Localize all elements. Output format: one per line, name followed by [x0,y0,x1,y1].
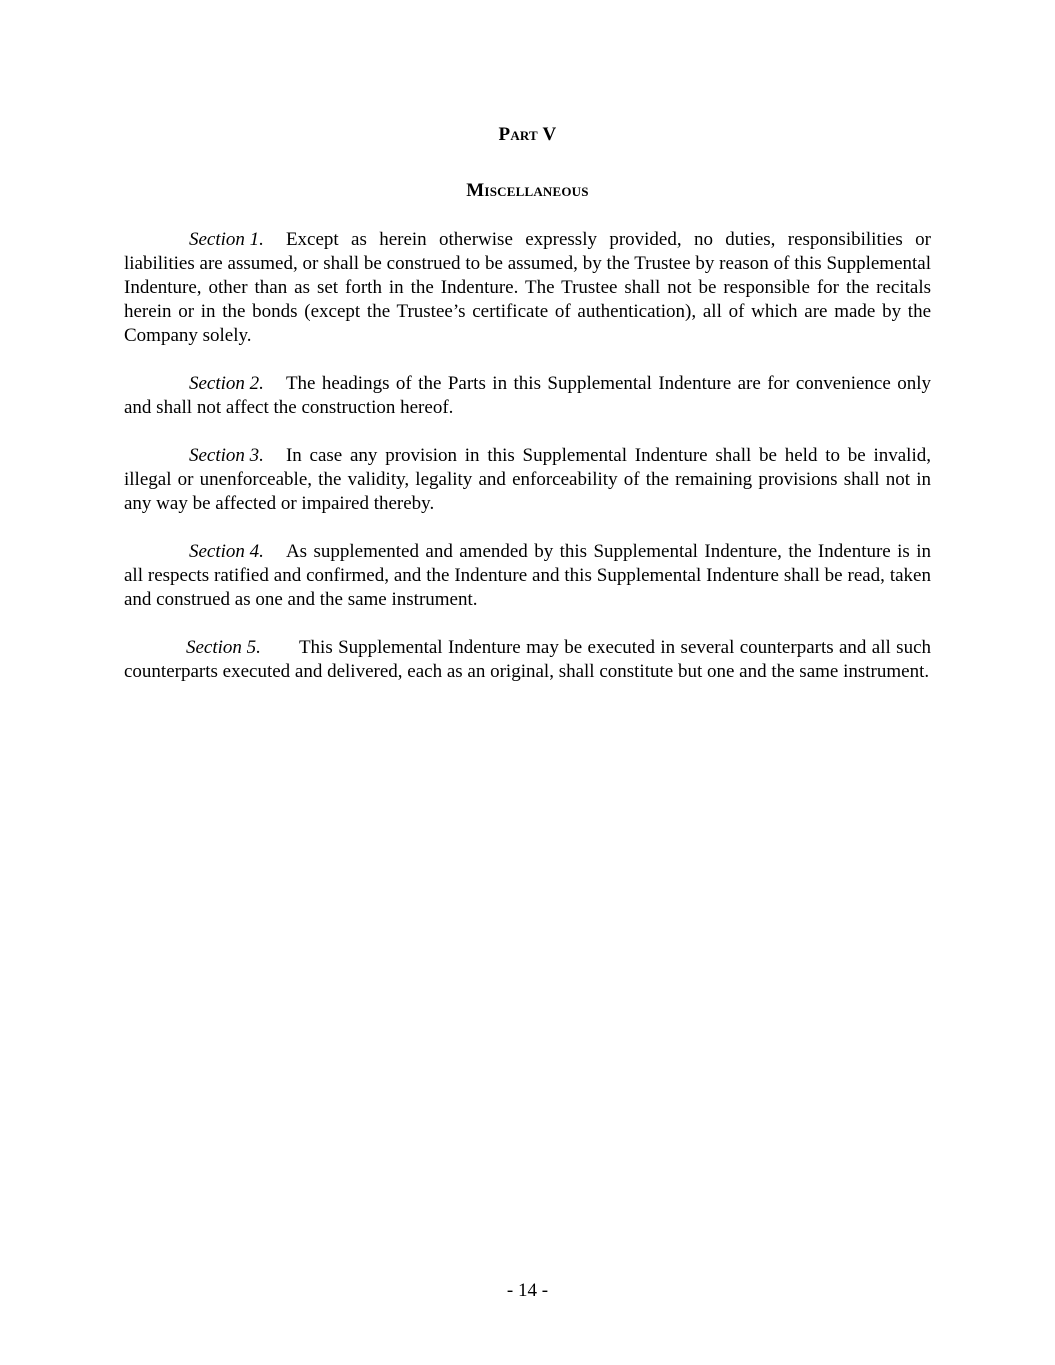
section-label: Section 2. [189,373,264,394]
section-label: Section 5. [186,637,261,658]
section-2 [124,372,931,420]
section-label: Section 1. [189,229,264,250]
section-text: As supplemented and amended by this Supplemental Indenture, the Indenture is in all respects ratified and confirmed, and the Indenture and this Supplemental Indenture shall be read, taken and construed as one and the same instrument. [124,541,931,610]
document-body [124,228,931,708]
section-4 [124,540,931,612]
section-1 [124,228,931,348]
section-5 [124,636,931,684]
section-text: Except as herein otherwise expressly provided, no duties, responsibilities or liabilities are assumed, or shall be construed to be assumed, by the Trustee by reason of this Supplemental Indenture, other than as set forth in the Indenture. The Trustee shall not be responsible for the recitals herein or in the bonds (except the Trustee’s certificate of authentication), all of which are made by the Company solely. [124,229,931,346]
section-label: Section 4. [189,541,264,562]
section-text: The headings of the Parts in this Supplemental Indenture are for convenience only and shall not affect the construction hereof. [124,373,931,418]
section-3 [124,444,931,516]
page-number: - 14 - [506,1280,549,1301]
section-text: In case any provision in this Supplemental Indenture shall be held to be invalid, illegal or unenforceable, the validity, legality and enforceability of the remaining provisions shall not in any way be affected or impaired thereby. [124,445,931,514]
part-title: Miscellaneous [466,180,589,201]
part-heading: Part V [498,124,557,145]
section-text: This Supplemental Indenture may be executed in several counterparts and all such counterparts executed and delivered, each as an original, shall constitute but one and the same instrument. [124,637,931,682]
section-label: Section 3. [189,445,264,466]
